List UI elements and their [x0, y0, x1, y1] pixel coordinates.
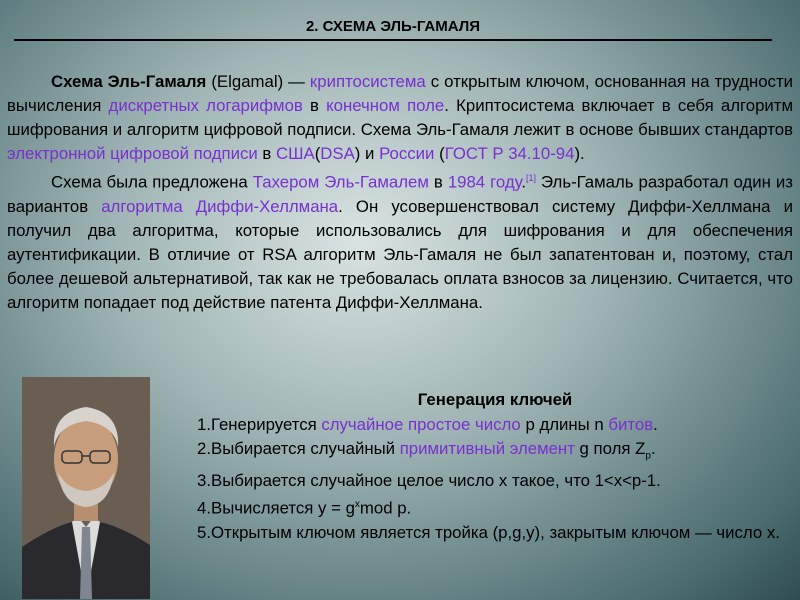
text-span: ) и: [354, 144, 380, 163]
text-span: .: [521, 172, 527, 192]
paragraph-2: [7, 166, 793, 315]
section-heading: Генерация ключей: [417, 390, 573, 409]
slide-title: 2. СХЕМА ЭЛЬ-ГАМАЛЯ: [14, 18, 772, 41]
text-span: . Он усовершенствовал систему Диффи-Хеллмана и получил два алгоритма, которые использовались для шифрования и для обеспечения аутентификации. В отличие от RSA алгоритм Эль-Гамаля не был запатентован и, поэтому, стал более дешевой альтернативой, так как не требовалась оплата взносов за лицензию. Считается, что алгоритм попадает под действие патента Диффи-Хеллмана.: [7, 196, 793, 312]
text-span: 2.Выбирается случайный: [197, 439, 400, 458]
link-1984[interactable]: 1984 году: [447, 172, 522, 192]
key-generation-section: [197, 388, 793, 546]
main-text: [7, 70, 793, 315]
text-span: 1.Генерируется: [197, 414, 322, 434]
link-gost[interactable]: ГОСТ Р 34.10-94: [444, 144, 575, 163]
step-3: 3.Выбирается случайное целое число x такое, что 1<x<p-1.: [197, 470, 661, 490]
text-span: (: [434, 144, 445, 163]
portrait-photo: [22, 377, 150, 599]
text-span: (Elgamal) —: [206, 72, 310, 91]
text-span: p длины n: [520, 414, 609, 434]
link-russia[interactable]: России: [379, 144, 435, 163]
text-span: Схема была предложена: [51, 172, 253, 192]
link-dsa[interactable]: DSA: [320, 144, 355, 163]
superscript: x: [354, 499, 360, 511]
link-finite-field[interactable]: конечном поле: [326, 96, 445, 115]
step-1: [197, 413, 793, 438]
link-bits[interactable]: битов: [608, 414, 654, 434]
text-span: с открытым ключом, основанная на трудности вычисления: [7, 72, 794, 115]
text-span: (: [314, 144, 321, 163]
text-span: Эль-Гамаль разработал один из вариантов: [7, 172, 793, 216]
text-span: .: [653, 414, 658, 434]
text-span: .: [650, 439, 656, 458]
text-span: в: [428, 172, 448, 192]
term-elgamal: Схема Эль-Гамаля: [51, 72, 207, 91]
link-digital-signature[interactable]: электронной цифровой подписи: [7, 144, 258, 163]
link-primitive-element[interactable]: примитивный элемент: [399, 439, 575, 458]
step-4: [197, 493, 793, 521]
text-span: ).: [574, 144, 585, 163]
step-2: [197, 437, 793, 469]
text-span: в: [302, 96, 327, 115]
step-5: 5.Открытым ключом является тройка (p,g,y), закрытым ключом — число x.: [197, 523, 780, 543]
paragraph-1: [7, 70, 793, 166]
text-span: g поля Z: [574, 439, 646, 458]
text-span: mod p.: [359, 498, 412, 518]
reference-link[interactable]: [1]: [526, 173, 537, 183]
subscript: p: [645, 450, 651, 462]
link-usa[interactable]: США: [275, 144, 315, 163]
text-span: . Криптосистема включает в себя алгоритм шифрования и алгоритм цифровой подписи. Схема Эль-Гамаля лежит в основе бывших стандартов: [7, 96, 794, 139]
portrait-illustration: [22, 377, 150, 599]
link-random-prime[interactable]: случайное простое число: [321, 414, 521, 434]
link-cryptosystem[interactable]: криптосистема: [309, 72, 426, 91]
link-taher-elgamal[interactable]: Тахером Эль-Гамалем: [252, 172, 429, 192]
text-span: 4.Вычисляется y = g: [197, 498, 355, 518]
text-span: в: [257, 144, 276, 163]
link-discrete-logarithms[interactable]: дискретных логарифмов: [108, 96, 303, 115]
link-diffie-hellman[interactable]: алгоритма Диффи-Хеллмана: [101, 196, 339, 216]
